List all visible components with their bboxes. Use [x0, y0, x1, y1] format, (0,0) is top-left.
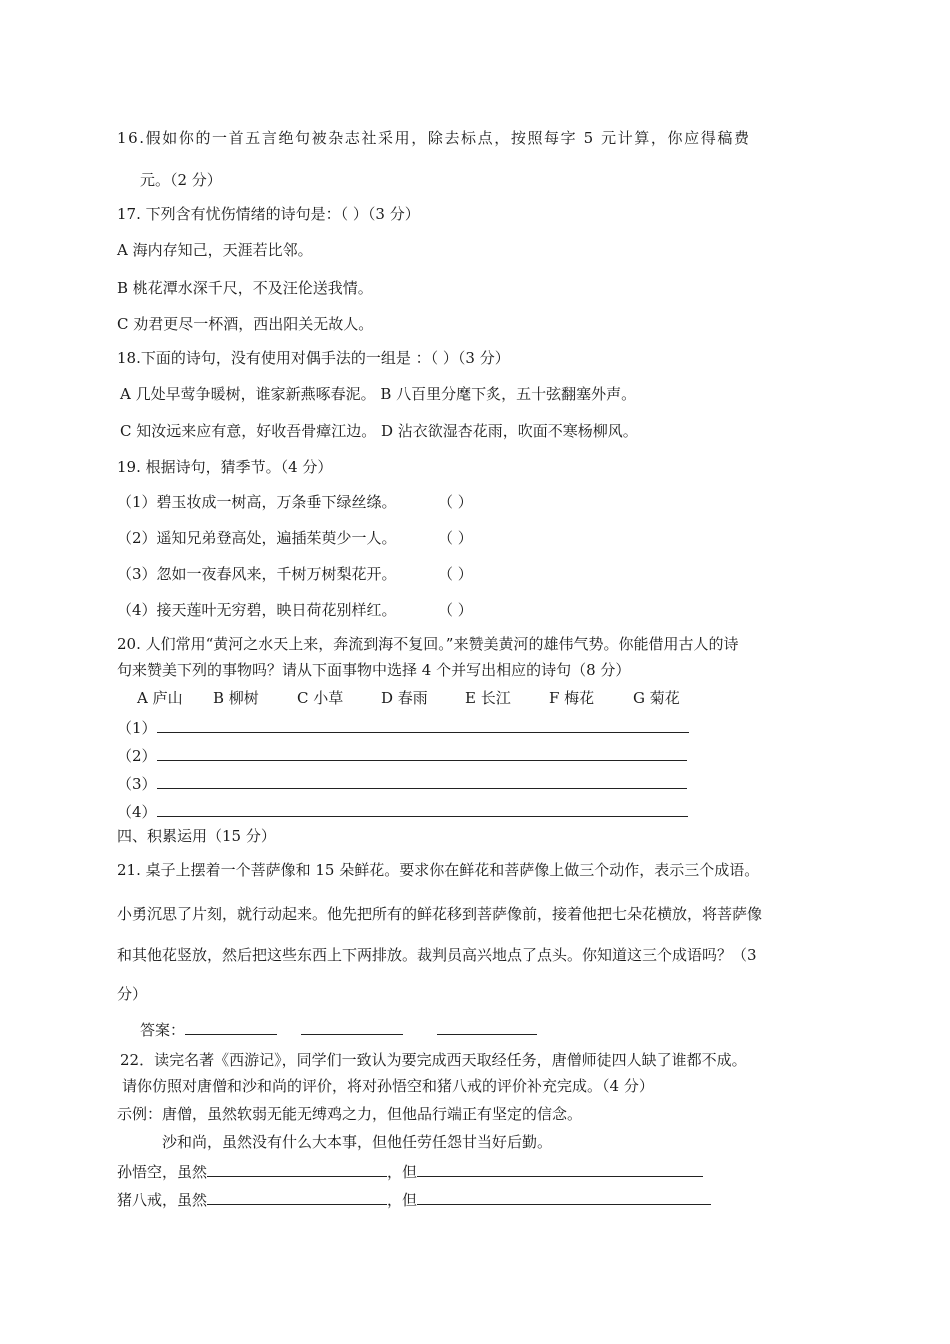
q22-fill-row-2: [117, 1188, 711, 1210]
q20-blank-label-1: （1）: [117, 719, 157, 737]
q19-answer-paren-3: （ ）: [438, 565, 473, 583]
q22-example-2: 沙和尚，虽然没有什么大本事，但他任劳任怨甘当好后勤。: [162, 1133, 553, 1151]
q21-answer-label: 答案：: [140, 1021, 186, 1039]
q18-options-row2: C 知汝远来应有意，好收吾骨瘴江边。 D 沾衣欲湿杏花雨，吹面不寒杨柳风。: [120, 422, 638, 440]
q20-option-b: B 柳树: [213, 689, 259, 707]
q16-line1: 16.假如你的一首五言绝句被杂志社采用，除去标点，按照每字 5 元计算，你应得稿费: [117, 129, 751, 147]
q22-fill-blank-2b[interactable]: [417, 1188, 711, 1205]
q20-option-e: E 长江: [465, 689, 511, 707]
q20-blank-label-2: （2）: [117, 747, 157, 765]
q19-item-1: （1）碧玉妆成一树高，万条垂下绿丝绦。: [117, 493, 397, 511]
q21-answer-blank-2[interactable]: [301, 1018, 403, 1035]
q22-fill-name-1: 孙悟空，虽然: [117, 1163, 208, 1181]
q22-example-1: 示例：唐僧，虽然软弱无能无缚鸡之力，但他品行端正有坚定的信念。: [117, 1105, 583, 1123]
q20-answer-line-3[interactable]: [157, 772, 687, 789]
q20-line2: 句来赞美下列的事物吗？请从下面事物中选择 4 个并写出相应的诗句（8 分）: [117, 661, 631, 679]
q18-stem: 18.下面的诗句，没有使用对偶手法的一组是 ：（ ）（3 分）: [117, 349, 510, 367]
q18-options-row1: A 几处早莺争暖树，谁家新燕啄春泥。 B 八百里分麾下炙，五十弦翻塞外声。: [120, 385, 637, 403]
q20-option-g: G 菊花: [633, 689, 680, 707]
q21-answer-blank-1[interactable]: [185, 1018, 277, 1035]
q19-item-4: （4）接天莲叶无穷碧，映日荷花别样红。: [117, 601, 397, 619]
q22-fill-name-2: 猪八戒，虽然: [117, 1191, 208, 1209]
q20-blank-label-4: （4）: [117, 803, 157, 821]
q20-option-c: C 小草: [297, 689, 344, 707]
q20-option-d: D 春雨: [381, 689, 428, 707]
q22-line2: 请你仿照对唐僧和沙和尚的评价，将对孙悟空和猪八戒的评价补充完成。（4 分）: [122, 1077, 654, 1095]
q19-answer-paren-1: （ ）: [438, 493, 473, 511]
q20-blank-row-1: [117, 716, 689, 738]
q21-line3: 和其他花竖放，然后把这些东西上下两排放。裁判员高兴地点了点头。你知道这三个成语吗？（3: [117, 946, 757, 964]
q22-fill-but-1: ，但: [387, 1163, 418, 1181]
q20-blank-row-2: [117, 744, 687, 766]
q20-blank-label-3: （3）: [117, 775, 157, 793]
q20-line1: 20. 人们常用“黄河之水天上来，奔流到海不复回。”来赞美黄河的雄伟气势。你能借用古人的诗: [117, 635, 739, 653]
q21-line2: 小勇沉思了片刻，就行动起来。他先把所有的鲜花移到菩萨像前，接着他把七朵花横放，将菩萨像: [117, 905, 763, 923]
q22-fill-blank-1b[interactable]: [417, 1160, 703, 1177]
q21-line1: 21. 桌子上摆着一个菩萨像和 15 朵鲜花。要求你在鲜花和菩萨像上做三个动作，表示三个成语。: [117, 861, 760, 879]
q22-line1: 22．读完名著《西游记》，同学们一致认为要完成西天取经任务，唐僧师徒四人缺了谁都不成。: [120, 1051, 747, 1069]
q20-option-f: F 梅花: [549, 689, 595, 707]
q17-option-a: A 海内存知己，天涯若比邻。: [117, 241, 313, 259]
q19-answer-paren-2: （ ）: [438, 529, 473, 547]
q22-fill-but-2: ，但: [387, 1191, 418, 1209]
q22-fill-blank-1a[interactable]: [207, 1160, 387, 1177]
q17-option-c: C 劝君更尽一杯酒，西出阳关无故人。: [117, 315, 374, 333]
q19-answer-paren-4: （ ）: [438, 601, 473, 619]
section4-title: 四、积累运用（15 分）: [117, 827, 276, 845]
q19-stem: 19. 根据诗句，猜季节。（4 分）: [117, 458, 333, 476]
q16-line2: 元。（2 分）: [140, 171, 222, 189]
q17-stem: 17. 下列含有忧伤情绪的诗句是：（ ）（3 分）: [117, 205, 420, 223]
q19-item-2: （2）遥知兄弟登高处，遍插茱萸少一人。: [117, 529, 397, 547]
q20-options: [137, 688, 680, 708]
q20-answer-line-2[interactable]: [157, 744, 687, 761]
q20-option-a: A 庐山: [137, 689, 183, 707]
q21-answer-row: [140, 1018, 537, 1040]
q17-option-b: B 桃花潭水深千尺，不及汪伦送我情。: [117, 279, 373, 297]
q22-fill-blank-2a[interactable]: [207, 1188, 387, 1205]
q21-answer-blank-3[interactable]: [437, 1018, 537, 1035]
q22-fill-row-1: [117, 1160, 703, 1182]
q20-blank-row-3: [117, 772, 687, 794]
q20-blank-row-4: [117, 800, 688, 822]
q19-item-3: （3）忽如一夜春风来，千树万树梨花开。: [117, 565, 397, 583]
q20-answer-line-1[interactable]: [157, 716, 689, 733]
q21-line4: 分）: [117, 985, 148, 1003]
q20-answer-line-4[interactable]: [157, 800, 688, 817]
